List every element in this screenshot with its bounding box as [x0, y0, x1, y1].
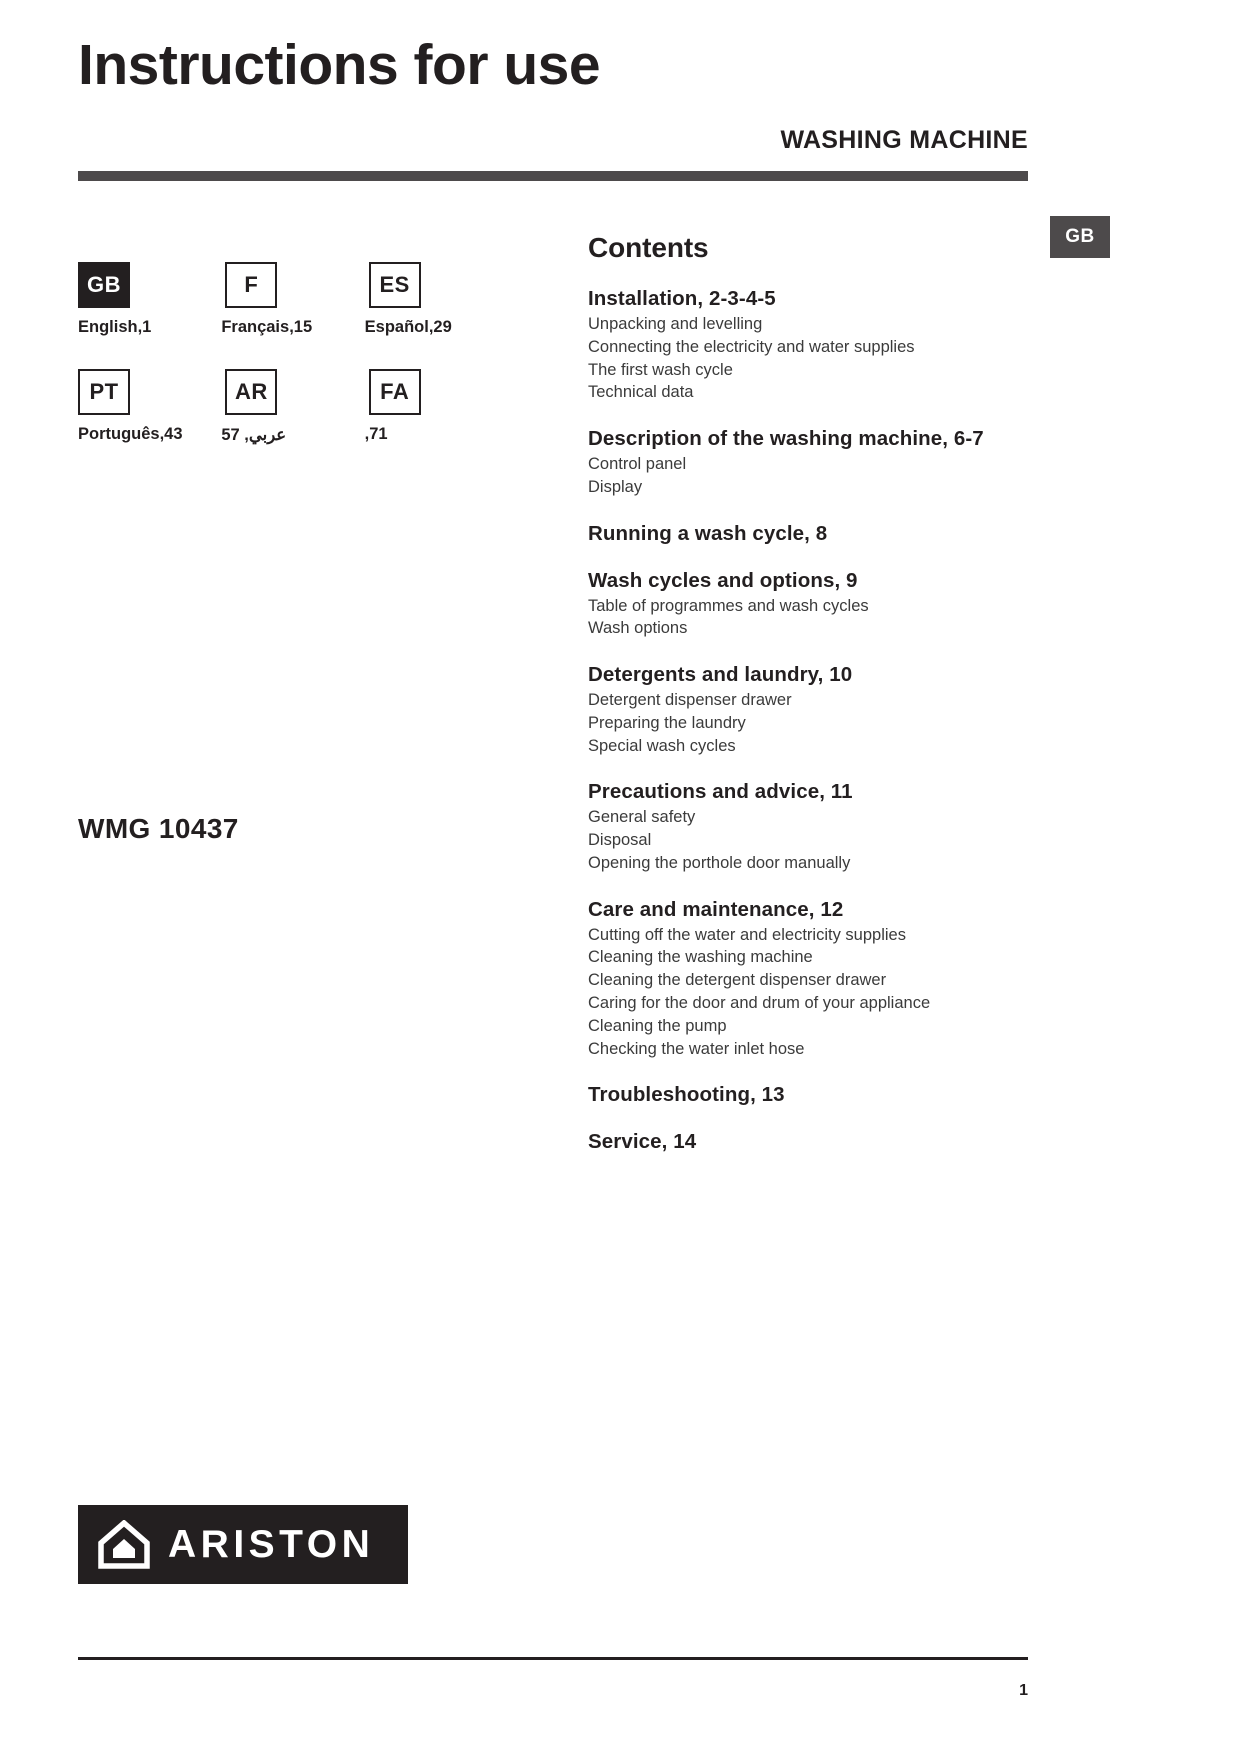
toc-section-heading[interactable]: Detergents and laundry, 10 [588, 663, 853, 687]
page-number: 1 [1019, 1682, 1028, 1699]
language-entry-f[interactable] [221, 262, 364, 337]
language-label-f: Français,15 [221, 318, 313, 336]
language-entry-es[interactable] [365, 262, 508, 337]
toc-item[interactable]: Checking the water inlet hose [588, 1039, 805, 1058]
language-label-pt: Português,43 [78, 425, 183, 443]
appliance-type-label: WASHING MACHINE [780, 126, 1028, 154]
toc-section-heading[interactable]: Wash cycles and options, 9 [588, 568, 858, 592]
toc-item[interactable]: Detergent dispenser drawer [588, 691, 792, 710]
toc-item[interactable]: Connecting the electricity and water supplies [588, 337, 915, 356]
toc-section [588, 287, 1028, 404]
toc-section [588, 427, 1028, 499]
house-icon [97, 1520, 151, 1570]
toc-section [588, 1083, 1028, 1107]
toc-item[interactable]: Display [588, 477, 643, 496]
toc-section [588, 569, 1028, 641]
toc-section-heading[interactable]: Troubleshooting, 13 [588, 1083, 785, 1107]
language-index [78, 262, 508, 477]
header-divider [78, 171, 1028, 181]
ariston-logo [78, 1505, 408, 1584]
language-entry-ar[interactable] [221, 369, 364, 445]
toc-item[interactable]: Disposal [588, 831, 652, 850]
page-title: Instructions for use [78, 33, 601, 97]
language-entry-fa[interactable] [365, 369, 508, 445]
language-label-ar: عربي, 57 [221, 426, 287, 444]
toc-item[interactable]: Control panel [588, 455, 687, 474]
toc-section-heading[interactable]: Description of the washing machine, 6-7 [588, 427, 984, 451]
language-row [78, 262, 508, 337]
toc-item[interactable]: The first wash cycle [588, 360, 733, 379]
language-code-box-fa: FA [369, 369, 421, 415]
language-label-fa: ,71 [364, 425, 388, 443]
toc-item[interactable]: Preparing the laundry [588, 713, 746, 732]
toc-item[interactable]: Table of programmes and wash cycles [588, 596, 869, 615]
toc-item[interactable]: Cleaning the washing machine [588, 948, 813, 967]
toc-section-heading[interactable]: Service, 14 [588, 1130, 697, 1154]
language-code-box-es: ES [369, 262, 421, 308]
toc-item[interactable]: Cutting off the water and electricity supplies [588, 925, 906, 944]
toc-section [588, 522, 1028, 546]
toc-section [588, 663, 1028, 757]
toc-item[interactable]: Technical data [588, 383, 694, 402]
model-number: WMG 10437 [78, 813, 239, 844]
toc-section [588, 780, 1028, 874]
toc-item[interactable]: Wash options [588, 619, 688, 638]
edge-language-tab-gb: GB [1050, 216, 1110, 258]
toc-item[interactable]: Special wash cycles [588, 736, 736, 755]
language-entry-gb[interactable] [78, 262, 221, 337]
contents-section-list [588, 287, 1028, 1154]
table-of-contents [588, 232, 1028, 1177]
toc-item[interactable]: Opening the porthole door manually [588, 853, 851, 872]
toc-item[interactable]: Caring for the door and drum of your appliance [588, 994, 931, 1013]
language-label-gb: English,1 [78, 318, 152, 336]
toc-item[interactable]: General safety [588, 808, 696, 827]
toc-item[interactable]: Cleaning the pump [588, 1016, 727, 1035]
language-row [78, 369, 508, 445]
language-code-box-ar: AR [225, 369, 277, 415]
toc-item[interactable]: Cleaning the detergent dispenser drawer [588, 971, 887, 990]
language-code-box-pt: PT [78, 369, 130, 415]
toc-section [588, 1130, 1028, 1154]
toc-section-heading[interactable]: Installation, 2-3-4-5 [588, 287, 776, 310]
language-code-box-f: F [225, 262, 277, 308]
toc-section [588, 898, 1028, 1061]
language-entry-pt[interactable] [78, 369, 221, 445]
footer-divider [78, 1657, 1028, 1660]
toc-section-heading[interactable]: Precautions and advice, 11 [588, 780, 853, 804]
ariston-wordmark: ARISTON [168, 1522, 375, 1566]
language-code-box-gb: GB [78, 262, 130, 308]
toc-item[interactable]: Unpacking and levelling [588, 315, 763, 333]
language-label-es: Español,29 [364, 318, 452, 336]
toc-section-heading[interactable]: Care and maintenance, 12 [588, 897, 844, 921]
contents-heading: Contents [588, 232, 709, 263]
toc-section-heading[interactable]: Running a wash cycle, 8 [588, 521, 828, 545]
